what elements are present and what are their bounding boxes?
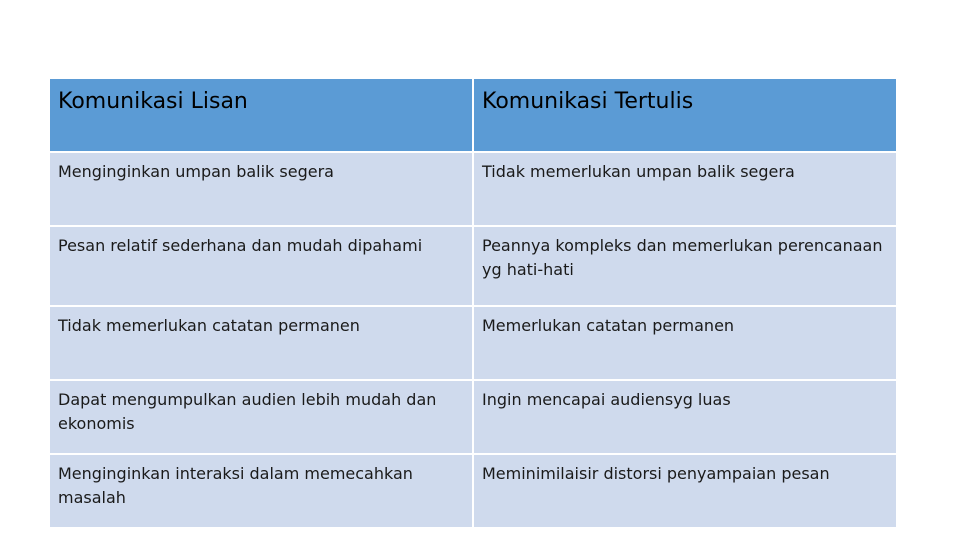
header-written-communication: Komunikasi Tertulis bbox=[473, 78, 897, 152]
table-cell: Meminimilaisir distorsi penyampaian pesan bbox=[473, 454, 897, 528]
table-header-row bbox=[49, 78, 897, 152]
table-cell: Peannya kompleks dan memerlukan perencanaan yg hati-hati bbox=[473, 226, 897, 306]
table-cell: Ingin mencapai audiensyg luas bbox=[473, 380, 897, 454]
table-cell: Menginginkan interaksi dalam memecahkan masalah bbox=[49, 454, 473, 528]
comparison-table bbox=[48, 77, 898, 529]
table-row bbox=[49, 152, 897, 226]
table-cell: Tidak memerlukan umpan balik segera bbox=[473, 152, 897, 226]
table-row bbox=[49, 454, 897, 528]
table-cell: Dapat mengumpulkan audien lebih mudah dan ekonomis bbox=[49, 380, 473, 454]
table-row bbox=[49, 306, 897, 380]
table-cell: Memerlukan catatan permanen bbox=[473, 306, 897, 380]
table-cell: Tidak memerlukan catatan permanen bbox=[49, 306, 473, 380]
header-oral-communication: Komunikasi Lisan bbox=[49, 78, 473, 152]
table-cell: Pesan relatif sederhana dan mudah dipahami bbox=[49, 226, 473, 306]
table-cell: Menginginkan umpan balik segera bbox=[49, 152, 473, 226]
table-row bbox=[49, 226, 897, 306]
table-row bbox=[49, 380, 897, 454]
